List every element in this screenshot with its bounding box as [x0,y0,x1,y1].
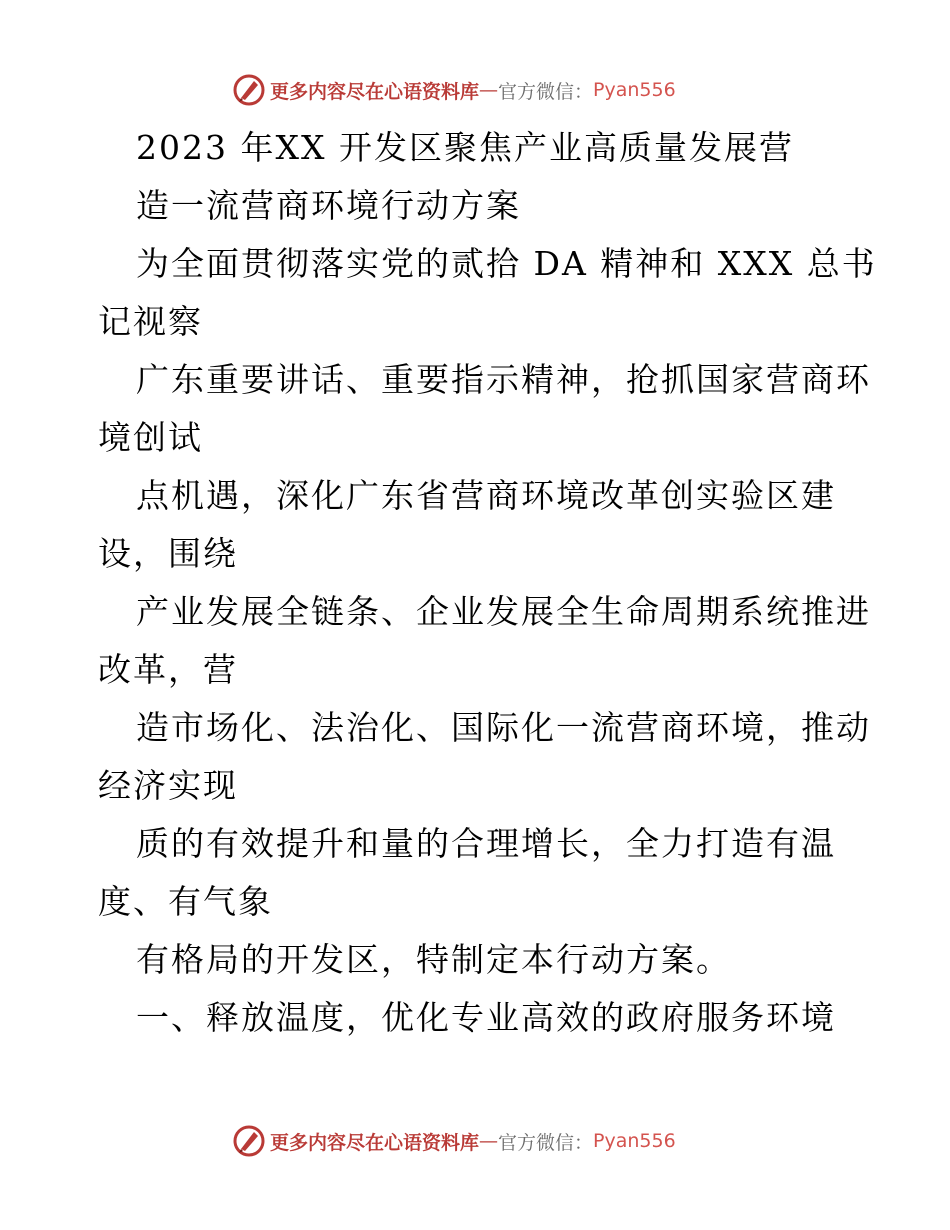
banner-title: 更多内容尽在心语资料库 [270,1131,480,1154]
paragraph-line: 广东重要讲话、重要指示精神，抢抓国家营商环 [136,360,871,399]
paragraph-line: 为全面贯彻落实党的贰拾 DA 精神和 XXX 总书 [136,244,877,283]
header-banner [232,70,732,110]
paragraph-line: 有格局的开发区，特制定本行动方案。 [136,940,731,979]
banner-title: 更多内容尽在心语资料库 [270,80,480,103]
pen-logo-icon [232,73,266,107]
paragraph-line: 度、有气象 [98,882,273,921]
paragraph-line: 境创试 [98,418,203,457]
banner-separator: — [479,1130,499,1152]
paragraph-line: 经济实现 [98,766,238,805]
banner-wechat-id: Pyan556 [593,1130,676,1152]
paragraph-line: 造市场化、法治化、国际化一流营商环境，推动 [136,708,871,747]
paragraph-line: 记视察 [98,302,203,341]
pen-logo-icon [232,1124,266,1158]
banner-wechat-label: 官方微信： [498,80,594,103]
paragraph-line: 产业发展全链条、企业发展全生命周期系统推进 [136,592,871,631]
banner-separator: — [479,79,499,101]
section-heading: 一、释放温度，优化专业高效的政府服务环境 [136,998,836,1037]
banner-wechat-label: 官方微信： [498,1131,594,1154]
paragraph-line: 改革，营 [98,650,238,689]
document-title-line-2: 造一流营商环境行动方案 [136,186,521,225]
paragraph-line: 点机遇，深化广东省营商环境改革创实验区建 [136,476,836,515]
document-title-line-1: 2023 年XX 开发区聚焦产业高质量发展营 [136,128,794,167]
footer-banner [232,1121,732,1161]
paragraph-line: 设，围绕 [98,534,238,573]
banner-wechat-id: Pyan556 [593,79,676,101]
paragraph-line: 质的有效提升和量的合理增长，全力打造有温 [136,824,836,863]
